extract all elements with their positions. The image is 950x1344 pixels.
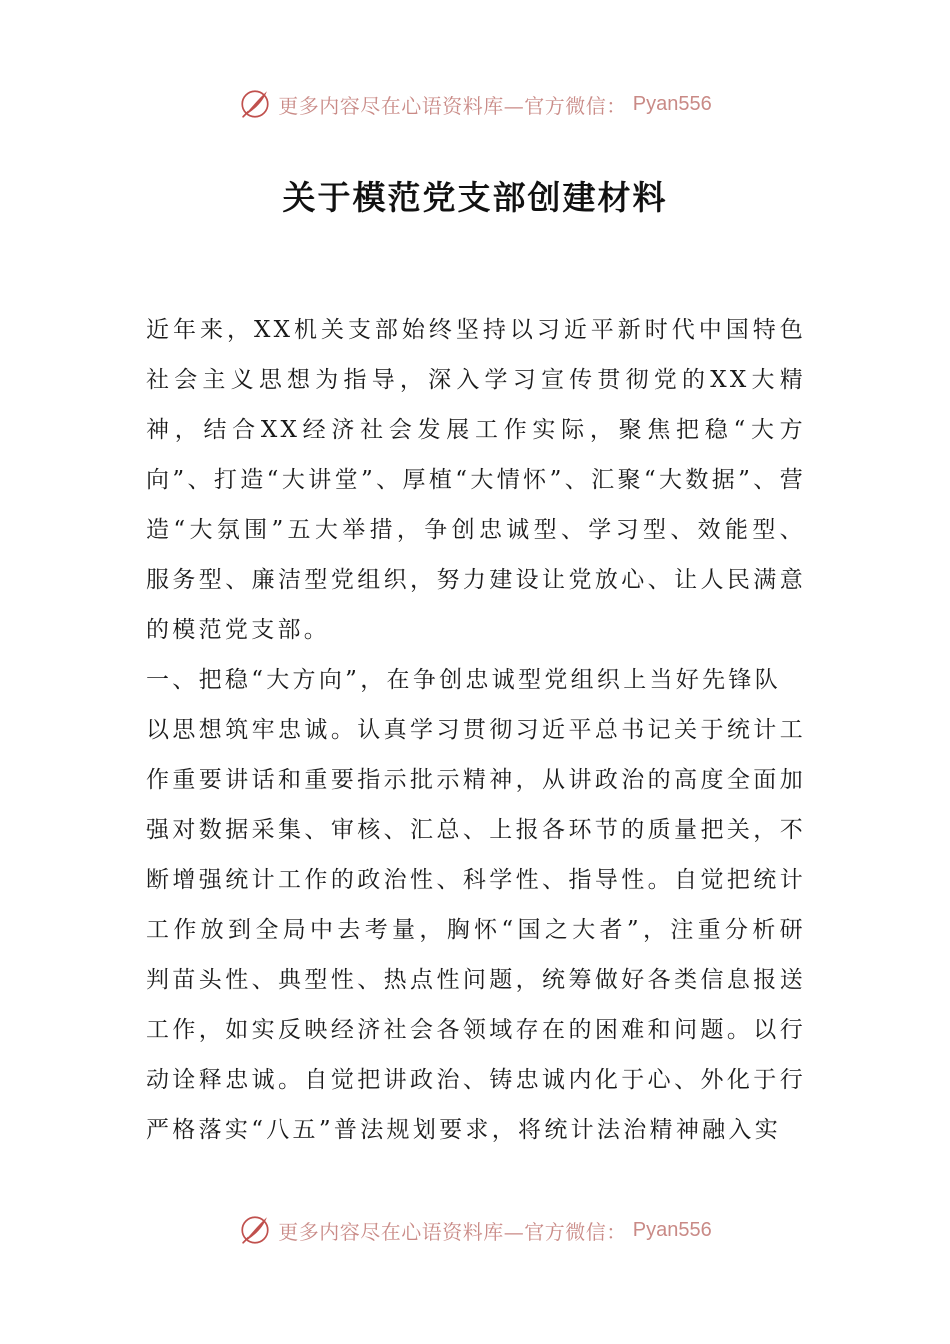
- quill-pen-logo-icon: [238, 87, 272, 121]
- watermark-text: 更多内容尽在心语资料库—官方微信：: [278, 1219, 627, 1244]
- quill-pen-logo-icon: [238, 1213, 272, 1247]
- footer-watermark: [0, 1210, 950, 1250]
- paragraph-section-1: 以思想筑牢忠诚。认真学习贯彻习近平总书记关于统计工作重要讲话和重要指示批示精神，从讲政治的高度全面加强对数据采集、审核、汇总、上报各环节的质量把关，不断增强统计工作的政治性、科学性、指导性。自觉把统计工作放到全局中去考量，胸怀“国之大者”，注重分析研判苗头性、典型性、热点性问题，统筹做好各类信息报送工作，如实反映经济社会各领域存在的困难和问题。以行动诠释忠诚。自觉把讲政治、铸忠诚内化于心、外化于行严格落实“八五”普法规划要求，将统计法治精神融入实: [146, 717, 806, 1143]
- paragraph-intro: 近年来，XX机关支部始终坚持以习近平新时代中国特色社会主义思想为指导，深入学习宣传贯彻党的XX大精神，结合XX经济社会发展工作实际，聚焦把稳“大方向”、打造“大讲堂”、厚植“大情怀”、汇聚“大数据”、营造“大氛围”五大举措，争创忠诚型、学习型、效能型、服务型、廉洁型党组织，努力建设让党放心、让人民满意的模范党支部。: [146, 317, 806, 643]
- document-title: 关于模范党支部创建材料: [282, 178, 668, 217]
- header-watermark: [0, 84, 950, 124]
- document-body: [146, 305, 806, 1155]
- section-heading-1: 一、把稳“大方向”，在争创忠诚型党组织上当好先锋队: [146, 667, 782, 693]
- watermark-wechat-id: Pyan556: [632, 92, 712, 115]
- watermark-text: 更多内容尽在心语资料库—官方微信：: [278, 93, 627, 118]
- watermark-wechat-id: Pyan556: [632, 1218, 712, 1241]
